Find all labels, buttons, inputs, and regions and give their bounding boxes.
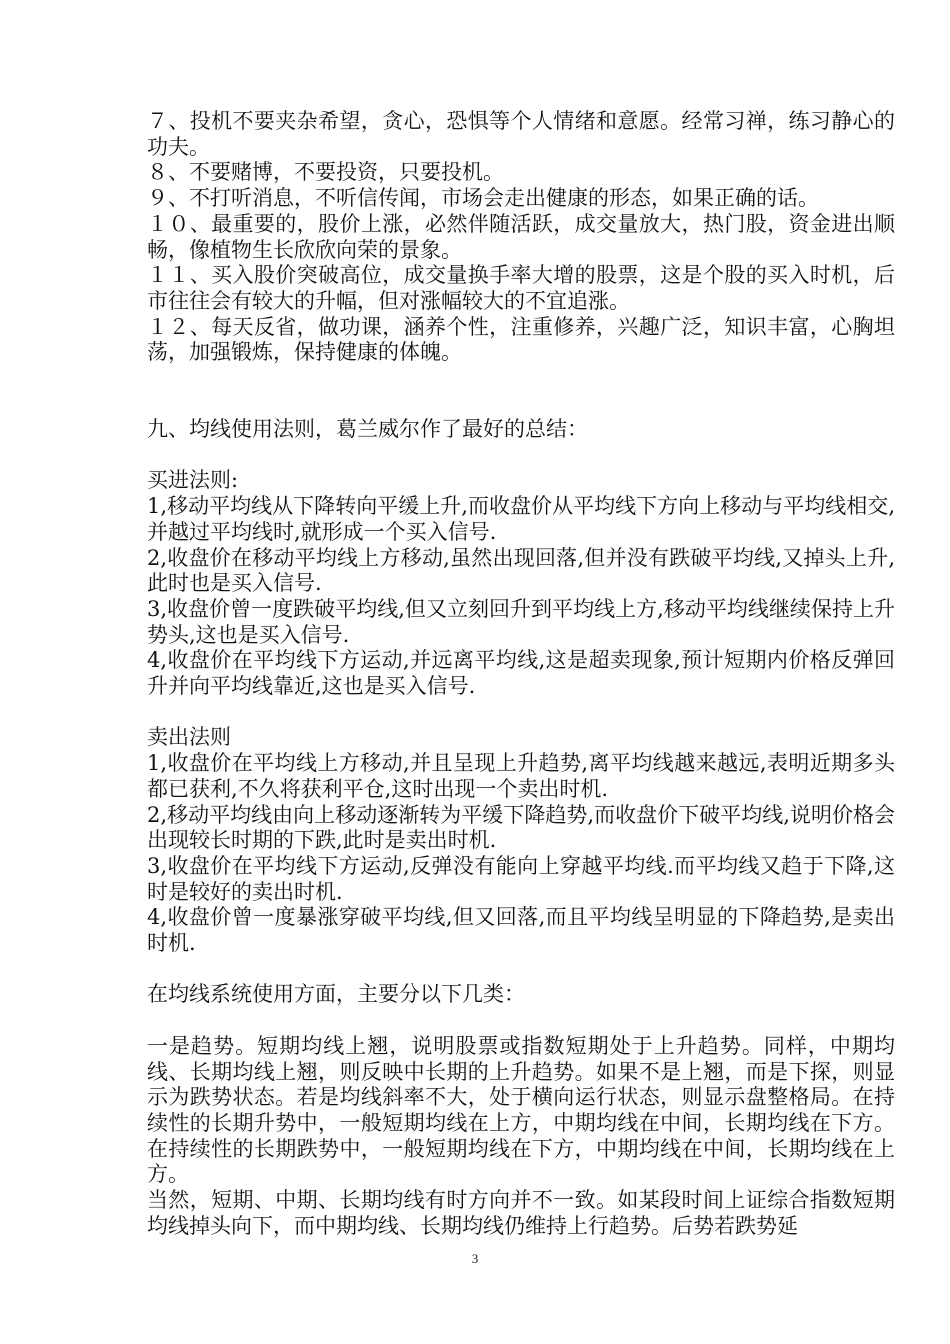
rule-item-7: ７、投机不要夹杂希望，贪心，恐惧等个人情绪和意愿。经常习禅，练习静心的功夫。 [147, 109, 895, 159]
buy-rule-item: 1,移动平均线从下降转向平缓上升,而收盘价从平均线下方向上移动与平均线相交,并越过平均线时,就形成一个买入信号. [147, 494, 895, 544]
rule-item-8: ８、不要赌博，不要投资，只要投机。 [147, 160, 504, 185]
spacer [147, 700, 895, 726]
buy-rules-title: 买进法则: [147, 468, 239, 493]
spacer [147, 1008, 895, 1034]
paragraph: 当然，短期、中期、长期均线有时方向并不一致。如某段时间上证综合指数短期均线掉头向下，而中期均线、长期均线仍维持上行趋势。后势若跌势延 [147, 1188, 895, 1238]
sell-rules-title: 卖出法则 [147, 725, 231, 750]
document-body [147, 109, 895, 1239]
section-heading: 九、均线使用法则，葛兰威尔作了最好的总结： [147, 417, 588, 442]
sell-rule-item: 2,移动平均线由向上移动逐渐转为平缓下降趋势,而收盘价下破平均线,说明价格会出现较长时期的下跌,此时是卖出时机. [147, 802, 895, 853]
rules-list [147, 109, 895, 366]
sell-rule-item: 1,收盘价在平均线上方移动,并且呈现上升趋势,离平均线越来越远,表明近期多头都已获利,不久将获利平仓,这时出现一个卖出时机. [147, 751, 895, 801]
buy-rule-item: 4,收盘价在平均线下方运动,并远离平均线,这是超卖现象,预计短期内价格反弹回升并向平均线靠近,这也是买入信号. [147, 648, 895, 699]
sell-rule-item: 4,收盘价曾一度暴涨穿破平均线,但又回落,而且平均线呈明显的下降趋势,是卖出时机. [147, 905, 895, 956]
page-number: 3 [471, 1251, 479, 1266]
rule-item-10: １０、最重要的，股价上涨，必然伴随活跃，成交量放大，热门股，资金进出顺畅，像植物生长欣欣向荣的景象。 [147, 211, 895, 262]
buy-rule-item: 3,收盘价曾一度跌破平均线,但又立刻回升到平均线上方,移动平均线继续保持上升势头,这也是买入信号. [147, 596, 895, 647]
buy-rules [147, 468, 895, 699]
spacer [147, 957, 895, 983]
paragraph: 一是趋势。短期均线上翘，说明股票或指数短期处于上升趋势。同样，中期均线、长期均线上翘，则反映中长期的上升趋势。如果不是上翘，而是下探，则显示为跌势状态。若是均线斜率不大，处于横向运行状态，则显示盘整格局。在持续性的长期升势中，一般短期均线在上方，中期均线在中间，长期均线在下方。在持续性的长期跌势中，一般短期均线在下方，中期均线在中间，长期均线在上方。 [147, 1033, 895, 1187]
buy-rule-item: 2,收盘价在移动平均线上方移动,虽然出现回落,但并没有跌破平均线,又掉头上升,此时也是买入信号. [147, 545, 895, 596]
rule-item-12: １２、每天反省，做功课，涵养个性，注重修养，兴趣广泛，知识丰富，心胸坦荡，加强锻炼，保持健康的体魄。 [147, 314, 895, 365]
system-intro: 在均线系统使用方面，主要分以下几类： [147, 982, 525, 1007]
sell-rule-item: 3,收盘价在平均线下方运动,反弹没有能向上穿越平均线.而平均线又趋于下降,这时是较好的卖出时机. [147, 853, 895, 904]
spacer [147, 366, 895, 417]
spacer [147, 443, 895, 469]
sell-rules [147, 725, 895, 956]
system-paragraphs [147, 1034, 895, 1240]
rule-item-11: １１、买入股价突破高位，成交量换手率大增的股票，这是个股的买入时机，后市往往会有较大的升幅，但对涨幅较大的不宜追涨。 [147, 263, 895, 313]
rule-item-9: ９、不打听消息，不听信传闻，市场会走出健康的形态，如果正确的话。 [147, 186, 819, 211]
